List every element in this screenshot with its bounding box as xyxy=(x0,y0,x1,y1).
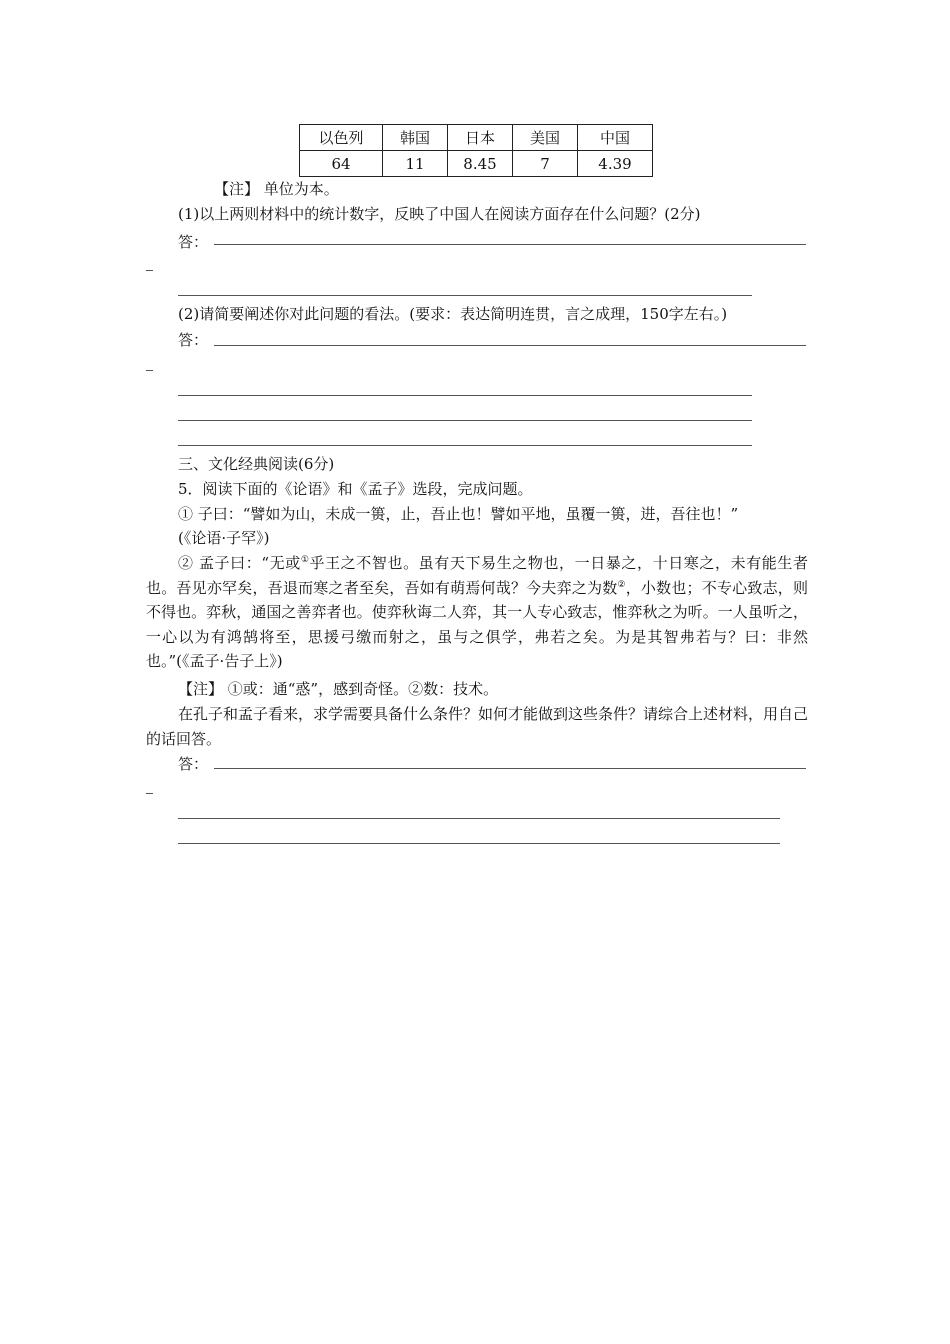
question-5: 5．阅读下面的《论语》和《孟子》选段，完成问题。 xyxy=(178,480,533,498)
table-cell: 7 xyxy=(513,151,578,177)
answer-line[interactable] xyxy=(214,768,806,769)
answer-line[interactable] xyxy=(214,345,806,346)
section-heading: 三、文化经典阅读(6分) xyxy=(178,455,335,473)
footnote-mark: ② xyxy=(617,579,626,590)
table-header-cell: 日本 xyxy=(448,125,513,151)
table-cell: 11 xyxy=(383,151,448,177)
answer-line[interactable] xyxy=(178,843,780,844)
table-cell: 4.39 xyxy=(578,151,653,177)
passage-analects: ① 子曰：“譬如为山，未成一篑，止，吾止也！譬如平地，虽覆一篑，进，吾往也！” xyxy=(178,505,739,523)
passage-text: ，小数也；不专心致志，则不得也。弈秋，通国之善弈者也。使弈秋诲二人弈，其一人专心致志，惟弈秋之为听。一人虽听之，一心以为有鸿鹄将至，思援弓缴而射之，虽与之俱学，弗若之矣。为是其智弗若与？曰：非然也。”(《孟子·告子上》) xyxy=(146,578,808,670)
answer-label: 答： xyxy=(178,755,209,773)
table-cell: 8.45 xyxy=(448,151,513,177)
footnote-mark: ① xyxy=(300,555,310,565)
answer-line[interactable] xyxy=(178,295,752,296)
line-mark xyxy=(146,270,153,271)
table-cell: 64 xyxy=(300,151,383,177)
answer-line[interactable] xyxy=(214,244,806,245)
passage-analects-source: (《论语·子罕》) xyxy=(178,529,270,547)
unit-note: 【注】 单位为本。 xyxy=(214,180,339,198)
answer-label: 答： xyxy=(178,233,209,251)
footnote: 【注】 ①或：通“惑”，感到奇怪。②数：技术。 xyxy=(178,680,499,698)
line-mark xyxy=(146,370,153,371)
question-prompt: 在孔子和孟子看来，求学需要具备什么条件？如何才能做到这些条件？请综合上述材料，用自己的话回答。 xyxy=(146,705,809,748)
statistics-table xyxy=(299,124,653,177)
table-header-cell: 美国 xyxy=(513,125,578,151)
passage-mencius xyxy=(146,551,808,674)
table-header-cell: 韩国 xyxy=(383,125,448,151)
question-2: (2)请简要阐述你对此问题的看法。(要求：表达简明连贯，言之成理，150字左右。) xyxy=(178,305,728,323)
passage-text: 乎王之不智也。虽有天下易生之物也，一日暴之，十日寒之，未有能生者也。吾见亦罕矣，吾退而寒之者至矣，吾如有萌焉何哉？今夫弈之为数 xyxy=(146,554,808,597)
answer-line[interactable] xyxy=(178,818,780,819)
answer-line[interactable] xyxy=(178,445,752,446)
table-row xyxy=(300,151,653,177)
table-header-row xyxy=(300,125,653,151)
line-mark xyxy=(146,793,153,794)
table-header-cell: 以色列 xyxy=(300,125,383,151)
answer-label: 答： xyxy=(178,331,209,349)
passage-text: ② 孟子曰：“无或 xyxy=(178,554,301,572)
answer-line[interactable] xyxy=(178,420,752,421)
question-1: (1)以上两则材料中的统计数字，反映了中国人在阅读方面存在什么问题？(2分) xyxy=(178,205,701,223)
answer-line[interactable] xyxy=(178,395,752,396)
table-header-cell: 中国 xyxy=(578,125,653,151)
